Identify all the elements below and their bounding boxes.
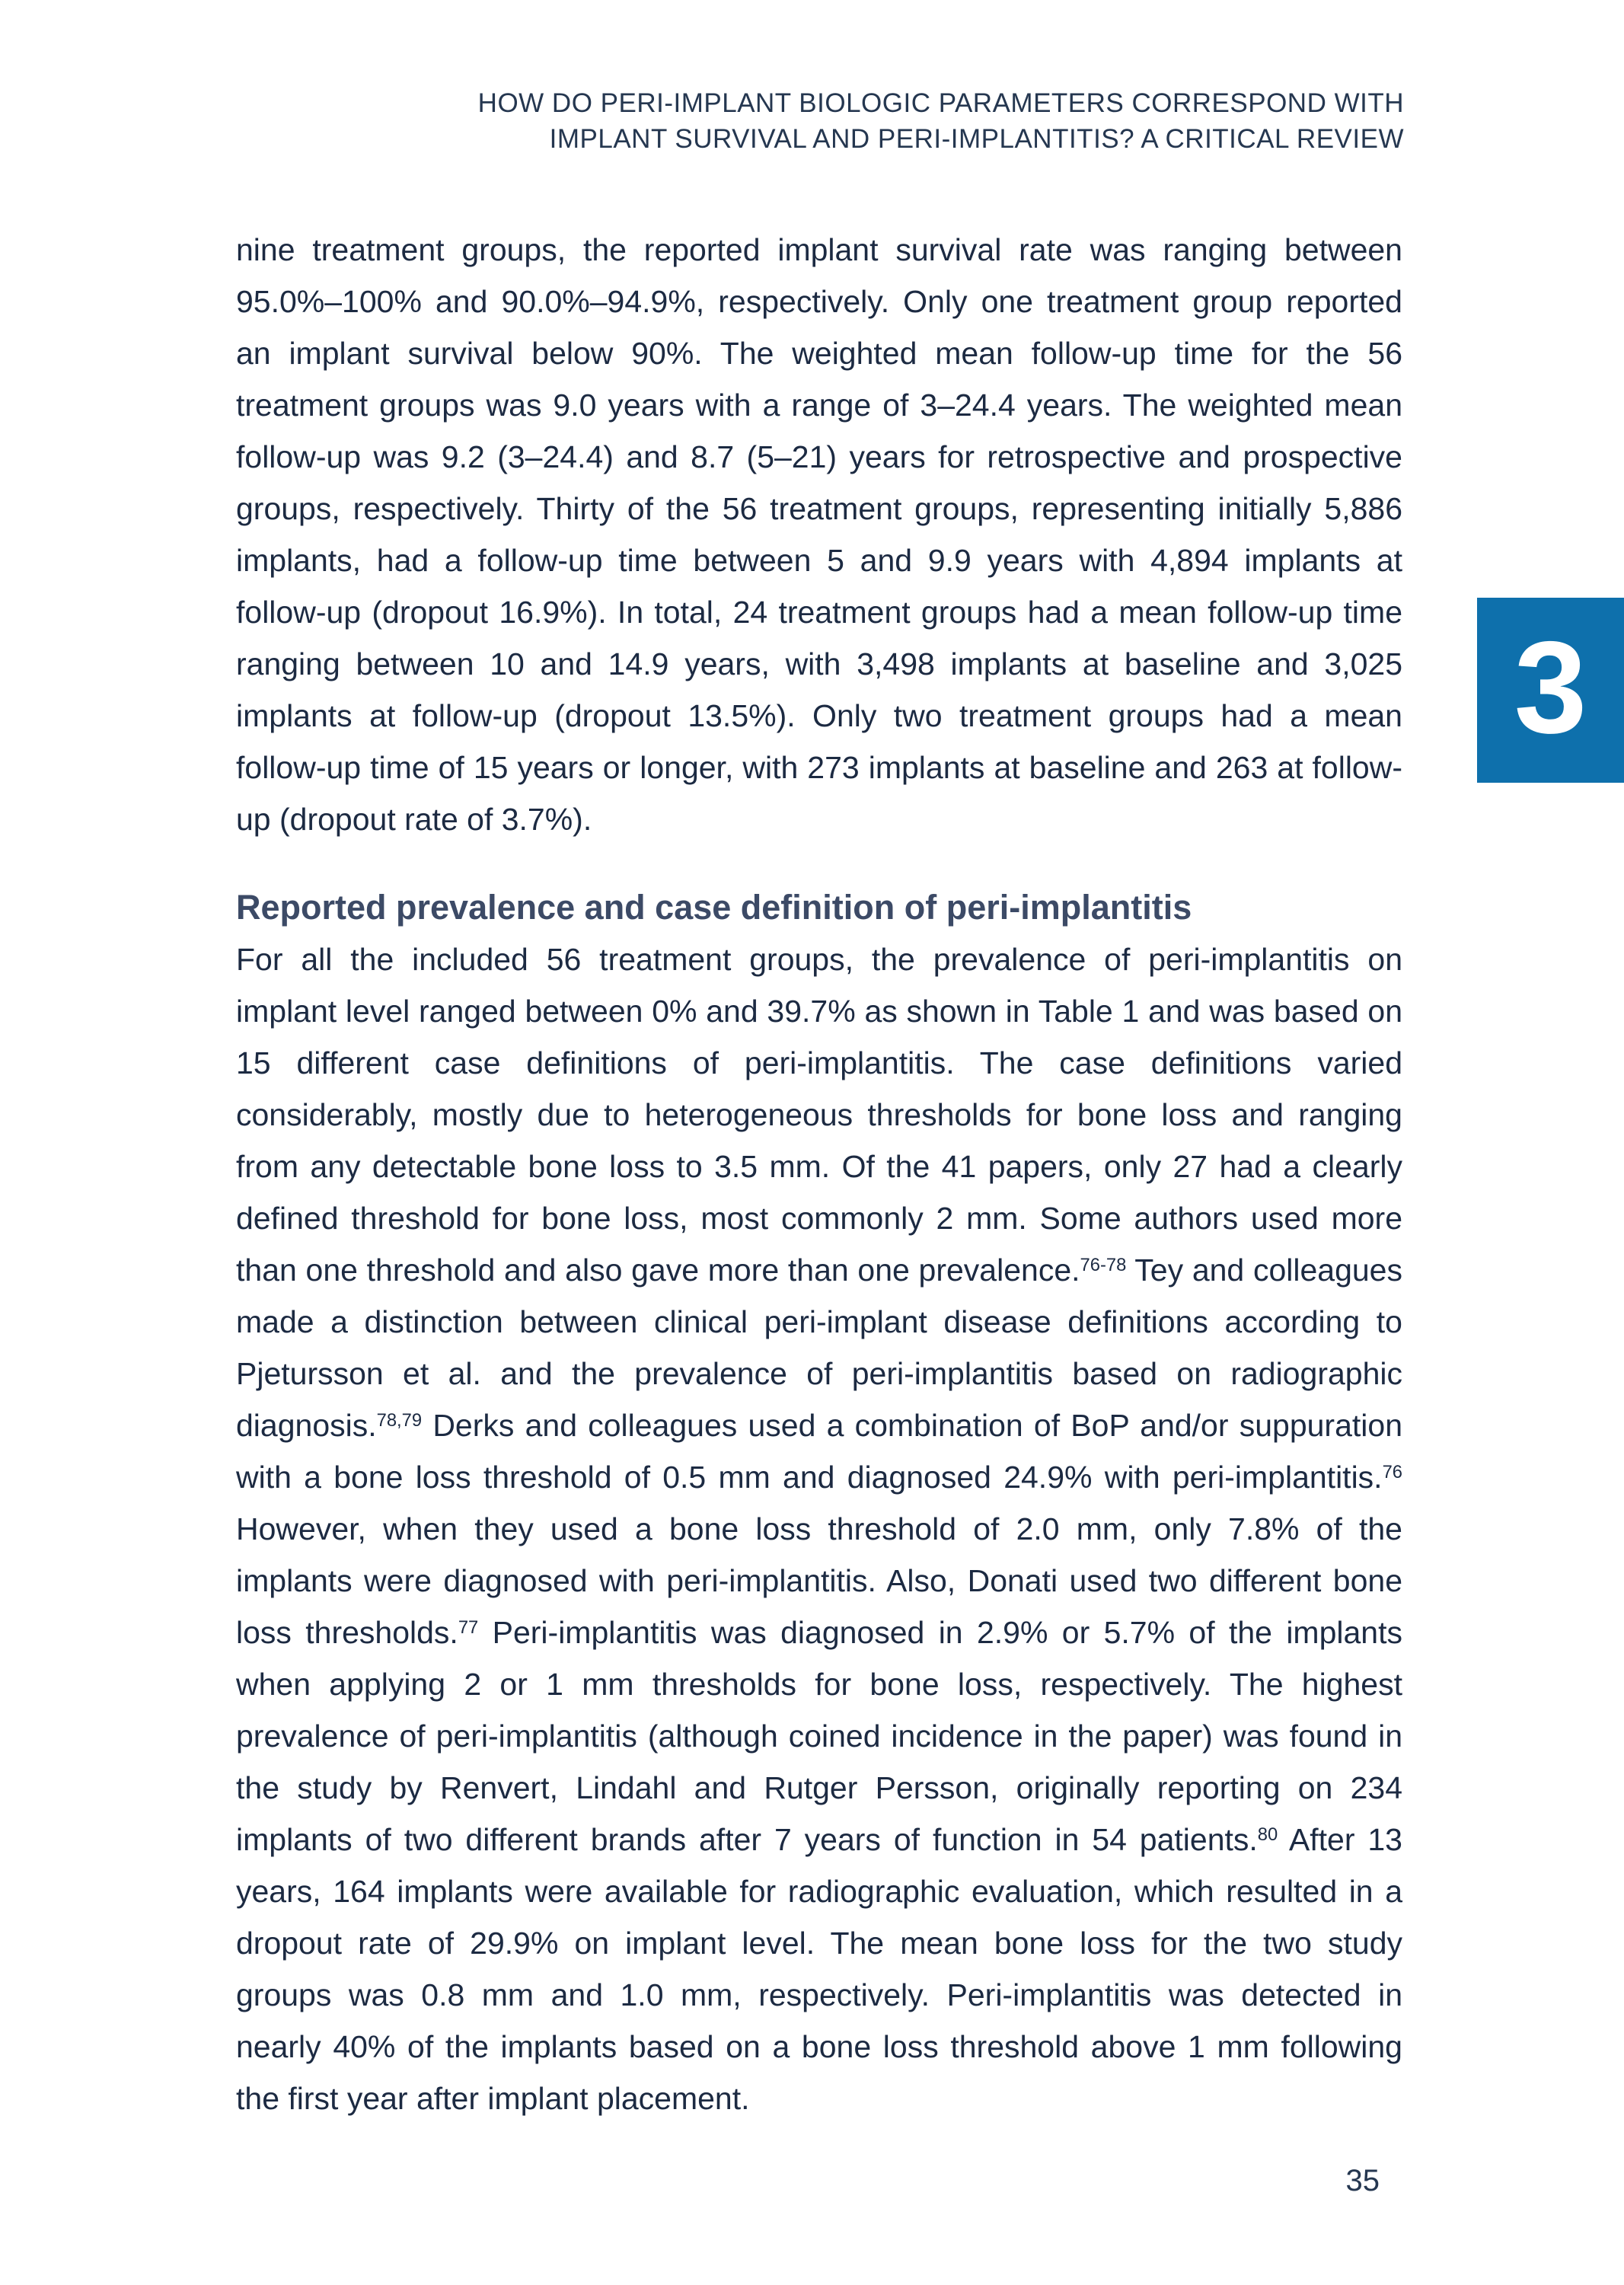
section-heading: Reported prevalence and case definition of peri-implantitis — [236, 888, 1192, 927]
page-number: 35 — [1345, 2164, 1380, 2197]
paragraph-implant-survival: nine treatment groups, the reported implant survival rate was ranging between 95.0%–100% and 90.0%–94.9%, respectively. Only one treatment group reported an implant survival below 90%. The weighted mean follow-up time for the 56 treatment groups was 9.0 years with a range of 3–24.4 years. The weighted mean follow-up was 9.2 (3–24.4) and 8.7 (5–21) years for retrospective and prospective groups, respectively. Thirty of the 56 treatment groups, representing initially 5,886 implants, had a follow-up time between 5 and 9.9 years with 4,894 implants at follow-up (dropout 16.9%). In total, 24 treatment groups had a mean follow-up time ranging between 10 and 14.9 years, with 3,498 implants at baseline and 3,025 implants at follow-up (dropout 13.5%). Only two treatment groups had a mean follow-up time of 15 years or longer, with 273 implants at baseline and 263 at follow-up (dropout rate of 3.7%). — [236, 232, 1402, 837]
running-header-line2: IMPLANT SURVIVAL AND PERI-IMPLANTITIS? A CRITICAL REVIEW — [549, 124, 1404, 154]
chapter-tab — [1477, 598, 1624, 783]
running-header-line1: HOW DO PERI-IMPLANT BIOLOGIC PARAMETERS CORRESPOND WITH — [477, 88, 1404, 118]
page-content — [236, 224, 1402, 2124]
citation-reference: 78,79 — [376, 1409, 423, 1431]
citation-reference: 80 — [1257, 1824, 1278, 1845]
paragraph-prevalence-case-definition: For all the included 56 treatment groups, the prevalence of peri-implantitis on implant level ranged between 0% and 39.7% as shown in Table 1 and was based on 15 different case definitions of peri-implantitis. The case definitions varied considerably, mostly due to heterogeneous thresholds for bone loss and ranging from any detectable bone loss to 3.5 mm. Of the 41 papers, only 27 had a clearly defined threshold for bone loss, most commonly 2 mm. Some authors used more than one threshold and also gave more than one prevalence.$^{76-78}$ Tey and colleagues made a distinction between clinical peri-implant disease definitions according to Pjetursson et al. and the prevalence of peri-implantitis based on radiographic diagnosis.$^{78,79}$ Derks and colleagues used a combination of BoP and/or suppuration with a bone loss threshold of 0.5 mm and diagnosed 24.9% with peri-implantitis.$^{76}$ However, when they used a bone loss threshold of 2.0 mm, only 7.8% of the implants were diagnosed with peri-implantitis. Also, Donati used two different bone loss thresholds.$^{77}$ Peri-implantitis was diagnosed in 2.9% or 5.7% of the implants when applying 2 or 1 mm thresholds for bone loss, respectively. The highest prevalence of peri-implantitis (although coined incidence in the paper) was found in the study by Renvert, Lindahl and Rutger Persson, originally reporting on 234 implants of two different brands after 7 years of function in 54 patients.$^{80}$ After 13 years, 164 implants were available for radiographic evaluation, which resulted in a dropout rate of 29.9% on implant level. The mean bone loss for the two study groups was 0.8 mm and 1.0 mm, respectively. Peri-implantitis was detected in nearly 40% of the implants based on a bone loss threshold above 1 mm following the first year after implant placement. — [236, 942, 1402, 2116]
chapter-number: 3 — [1514, 614, 1587, 761]
citation-reference: 76-78 — [1080, 1254, 1127, 1275]
citation-reference: 76 — [1382, 1461, 1402, 1482]
running-header — [236, 85, 1404, 157]
citation-reference: 77 — [458, 1616, 479, 1638]
